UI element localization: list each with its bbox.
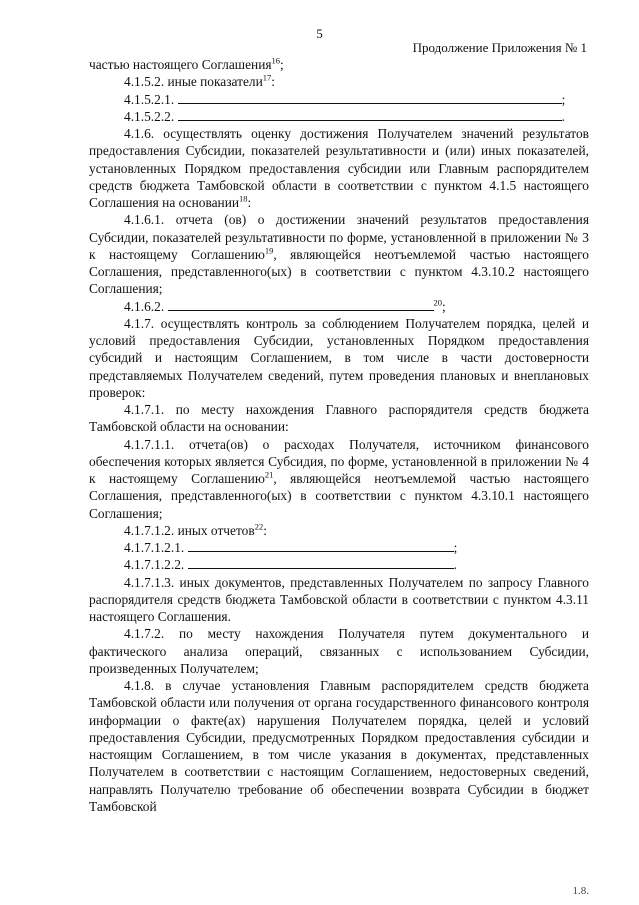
paragraph: 4.1.7.2. по месту нахождения Получателя путем документального и фактического анализа операций, связанных с использованием Субсидии, произведенных Получателем; — [89, 626, 589, 676]
paragraph: 4.1.7.1. по месту нахождения Главного распорядителя средств бюджета Тамбовской области на основании: — [89, 402, 589, 435]
blank-underline — [188, 557, 454, 569]
fill-in-line: 4.1.5.2.2. . — [124, 108, 565, 124]
paragraph: 4.1.7.1.3. иных документов, представленных Получателем по запросу Главного распорядителя средств бюджета Тамбовской области в соответствии с пунктом 4.3.11 настоящего Соглашения. — [89, 574, 589, 624]
blank-underline — [188, 540, 454, 552]
fill-in-line: 4.1.7.1.2.2. . — [124, 557, 457, 573]
page-number: 5 — [316, 26, 323, 41]
paragraph: 4.1.6. осуществлять оценку достижения Получателем значений результатов предоставления Субсидии, показателей результативности и (или) иных показателей, установленных Порядком предоставления субсидии или Главным распорядителем средств бюджета Тамбовской области в соответствии с пунктом 4.1.5 настоящего Соглашения на основании$^{18}$: — [89, 126, 589, 210]
running-head: Продолжение Приложения № 1 — [412, 40, 587, 55]
paragraph: частью настоящего Соглашения$^{16}$; — [89, 55, 284, 72]
paragraph: 4.1.7. осуществлять контроль за соблюдением Получателем порядка, целей и условий предоставления Субсидии, установленных Порядком предоставления субсидий и настоящим Соглашением, в том числе в части достоверности представляемых Получателем сведений, путем проведения плановых и внеплановых проверок: — [89, 315, 589, 400]
paragraph: 4.1.8. в случае установления Главным распорядителем средств бюджета Тамбовской области или получения от органа государственного финансового контроля информации о факте(ах) нарушения Получателем порядка, целей и условий предоставления Субсидии, предусмотренных Порядком предоставления субсидии и настоящим Соглашением, в том числе указания в документах, представленных Получателем в соответствии с настоящим Соглашением, недостоверных сведений, направлять Получателю требование об обеспечении возврата Субсидии в бюджет Тамбовской — [89, 678, 589, 814]
blank-underline — [178, 109, 562, 121]
paragraph: 4.1.5.2. иные показатели$^{17}$: — [124, 72, 276, 90]
paragraph: 4.1.6.1. отчета (ов) о достижении значений результатов предоставления Субсидии, показателей результативности по форме, установленной в приложении № 3 к настоящему Соглашению$^{19}$, являющейся неотъемлемой частью настоящего Соглашения, представленного(ых) в соответствии с пунктом 4.3.10.2 настоящего Соглашения; — [89, 212, 590, 297]
footer-mark: 1.8. — [572, 885, 589, 897]
blank-underline — [168, 299, 434, 311]
paragraph: 4.1.7.1.1. отчета(ов) о расходах Получателя, источником финансового обеспечения которых является Субсидия, по форме, установленной в приложении № 4 к настоящему Соглашению$^{21}$, являющейся неотъемлемой частью настоящего Соглашения, представленного(ых) в соответствии с пунктом 4.3.10.1 настоящего Соглашения; — [89, 436, 590, 521]
fill-in-line: 4.1.6.2. $^{20}$; — [124, 297, 446, 314]
paragraph: 4.1.7.1.2. иных отчетов$^{22}$: — [124, 521, 267, 538]
fill-in-line: 4.1.5.2.1. ; — [124, 91, 566, 107]
document-body — [89, 56, 589, 815]
blank-underline — [178, 92, 562, 104]
fill-in-line: 4.1.7.1.2.1. ; — [124, 540, 458, 555]
